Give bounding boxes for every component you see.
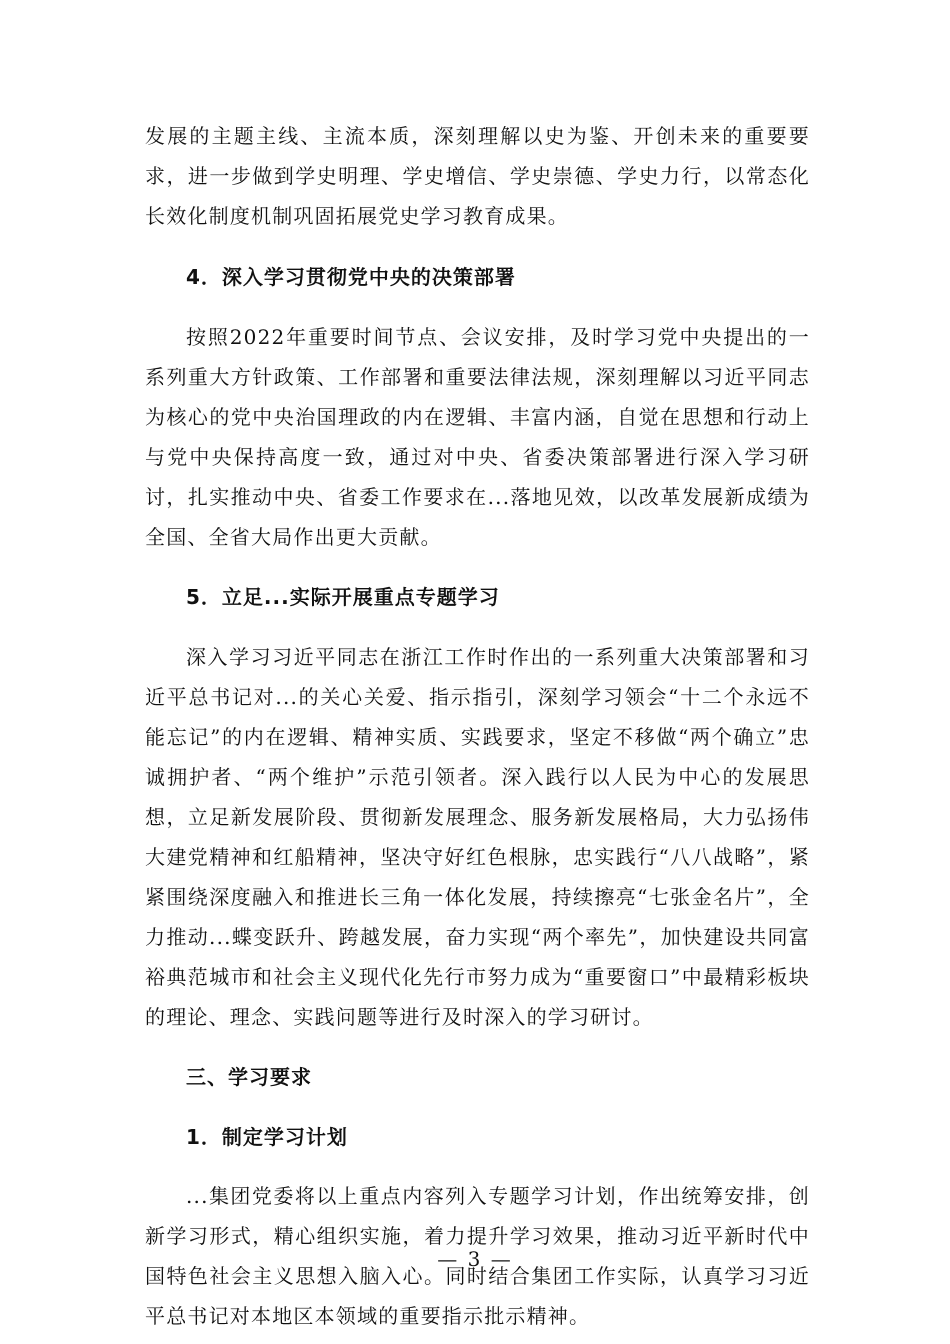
page-number: — 3 — <box>437 1247 513 1271</box>
paragraph-3-1: ...集团党委将以上重点内容列入专题学习计划，作出统筹安排，创新学习形式，精心组织实施，着力提升学习效果，推动习近平新时代中国特色社会主义思想入脑入心。同时结合集团工作实际，认真学习习近平总书记对本地区本领域的重要指示批示精神。 <box>145 1184 810 1328</box>
section-heading-5: 5．立足...实际开展重点专题学习 <box>186 585 500 609</box>
page-body <box>145 116 810 1336</box>
paragraph-4: 按照2022年重要时间节点、会议安排，及时学习党中央提出的一系列重大方针政策、工作部署和重要法律法规，深刻理解以习近平同志为核心的党中央治国理政的内在逻辑、丰富内涵，自觉在思想和行动上与党中央保持高度一致，通过对中央、省委决策部署进行深入学习研讨，扎实推动中央、省委工作要求在...落地见效，以改革发展新成绩为全国、全省大局作出更大贡献。 <box>145 325 810 549</box>
continued-paragraph: 发展的主题主线、主流本质，深刻理解以史为鉴、开创未来的重要要求，进一步做到学史明理、学史增信、学史崇德、学史力行，以常态化长效化制度机制巩固拓展党史学习教育成果。 <box>145 124 810 228</box>
section-heading-4: 4．深入学习贯彻党中央的决策部署 <box>186 265 516 289</box>
chapter-heading-3: 三、学习要求 <box>186 1065 312 1089</box>
section-heading-3-1: 1．制定学习计划 <box>186 1125 348 1149</box>
paragraph-5: 深入学习习近平同志在浙江工作时作出的一系列重大决策部署和习近平总书记对...的关心关爱、指示指引，深刻学习领会“十二个永远不能忘记”的内在逻辑、精神实质、实践要求，坚定不移做“两个确立”忠诚拥护者、“两个维护”示范引领者。深入践行以人民为中心的发展思想，立足新发展阶段、贯彻新发展理念、服务新发展格局，大力弘扬伟大建党精神和红船精神，坚决守好红色根脉，忠实践行“八八战略”，紧紧围绕深度融入和推进长三角一体化发展，持续擦亮“七张金名片”，全力推动...蝶变跃升、跨越发展，奋力实现“两个率先”，加快建设共同富裕典范城市和社会主义现代化先行市努力成为“重要窗口”中最精彩板块的理论、理念、实践问题等进行及时深入的学习研讨。 <box>145 645 810 1029</box>
